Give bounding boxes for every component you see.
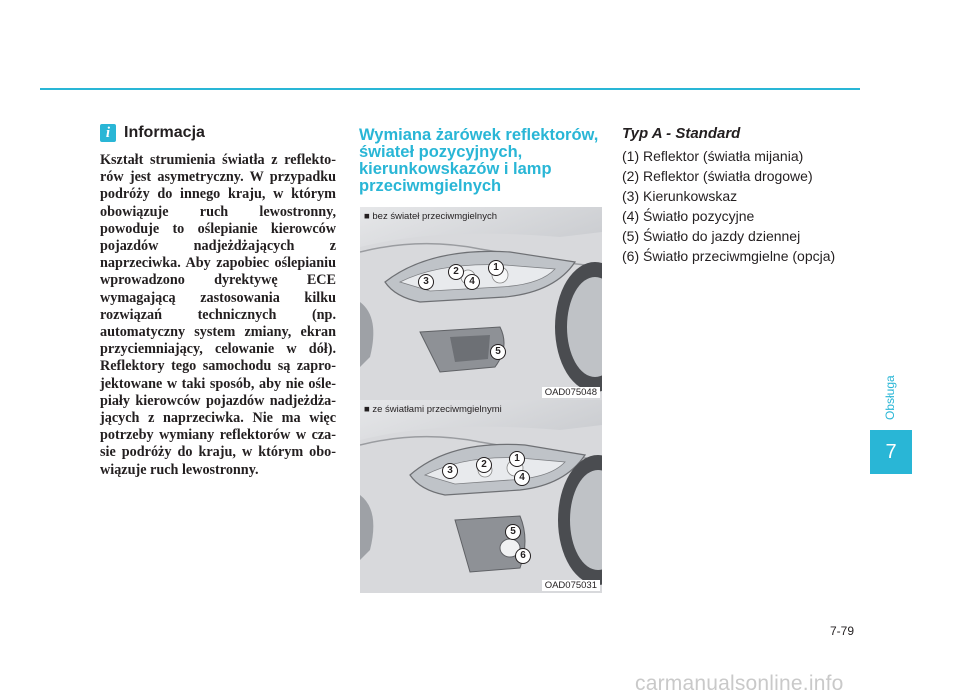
watermark: carmanualsonline.info: [635, 672, 844, 695]
figure-caption: ■ ze światłami przeciwmgielnymi: [364, 404, 502, 415]
callout-marker: 3: [442, 463, 458, 479]
car-front-illustration: [360, 207, 602, 400]
list-item: (1) Reflektor (światła mijania): [622, 148, 804, 164]
list-item: (2) Reflektor (światła drogowe): [622, 168, 813, 184]
figure-caption: ■ bez świateł przeciwmgielnych: [364, 211, 497, 222]
callout-marker: 4: [514, 470, 530, 486]
callout-marker: 1: [509, 451, 525, 467]
list-item: (3) Kierunkowskaz: [622, 188, 738, 204]
headlamp-figure-no-fog: [360, 207, 602, 400]
top-rule: [40, 88, 860, 90]
callout-marker: 3: [418, 274, 434, 290]
info-header: [100, 124, 205, 142]
list-item: (4) Światło pozycyjne: [622, 208, 755, 224]
callout-marker: 5: [505, 524, 521, 540]
list-item: (5) Światło do jazdy dziennej: [622, 228, 801, 244]
info-body: Kształt strumienia światła z reflektorów jest asymetryczny. W przypadku podróży do innego kraju, w którym obowiązuje ruch lewostronny, powoduje to oślepianie kierowców pojazdów nadjeżdżających z naprzeciwka. Aby zapobiec oślepianiu wprowadzono dyrektywę ECE wymagającą zastosowania kilku rozwiązań technicznych (np. automatyczny system zmiany, ekran przyciemniający, celowanie w dół). Reflektory tego samochodu są zaprojektowane w taki sposób, aby nie oślepiały kierowców pojazdów nadjeżdżających z naprzeciwka. Nie ma więc potrzeby wymiany reflektorów w czasie podróży do kraju, w którym obowiązuje ruch lewostronny.: [100, 152, 336, 478]
callout-marker: 1: [488, 260, 504, 276]
callout-marker: 5: [490, 344, 506, 360]
section-title: Wymiana żarówek reflektorów, świateł pozycyjnych, kierunkowskazów i lamp przeciwmgielnych: [359, 126, 599, 195]
list-item: (6) Światło przeciwmgielne (opcja): [622, 248, 836, 264]
info-title: Informacja: [124, 124, 205, 141]
page-number: 7-79: [830, 624, 855, 638]
figure-code: OAD075048: [542, 387, 600, 398]
callout-marker: 6: [515, 548, 531, 564]
callout-marker: 2: [448, 264, 464, 280]
car-front-illustration: [360, 400, 602, 593]
parts-list: [622, 146, 835, 266]
headlamp-figure-with-fog: [360, 400, 602, 593]
type-a-title: Typ A - Standard: [622, 125, 741, 142]
callout-marker: 4: [464, 274, 480, 290]
callout-marker: 2: [476, 457, 492, 473]
info-icon: i: [100, 124, 116, 142]
figure-code: OAD075031: [542, 580, 600, 591]
chapter-tab: 7: [870, 430, 912, 474]
chapter-side-label: Obsługa: [883, 375, 897, 421]
